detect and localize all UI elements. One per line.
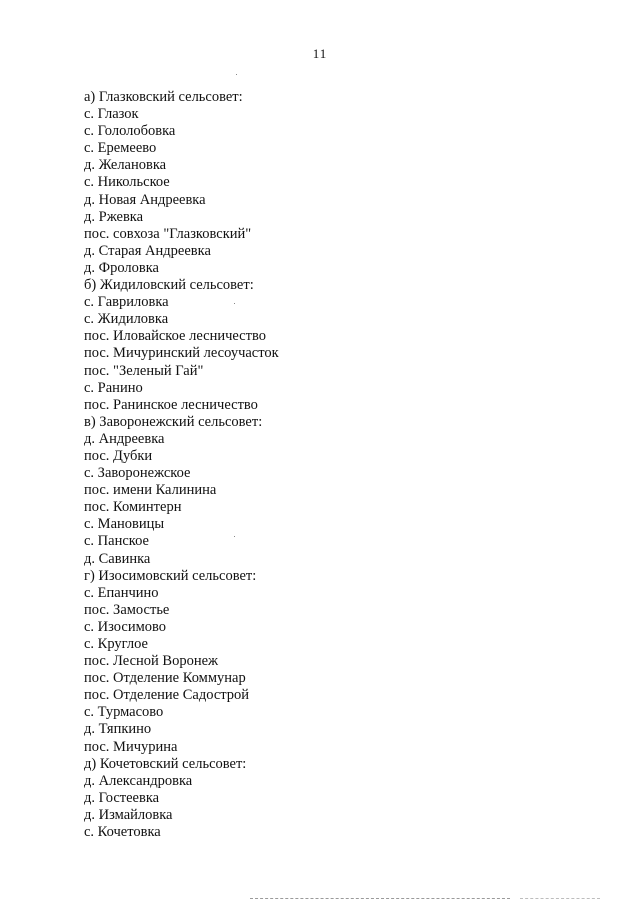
footer-rule [520,898,600,899]
list-item: д. Старая Андреевка [84,242,211,259]
list-item: пос. Ранинское лесничество [84,396,258,413]
list-item: пос. Замостье [84,601,170,618]
list-item: пос. Дубки [84,447,153,464]
list-item: пос. Коминтерн [84,499,182,516]
list-item: пос. Мичурина [84,738,178,755]
footer-rule [250,898,510,899]
section-heading: а) Глазковский сельсовет: [84,89,243,105]
list-item: с. Изосимово [84,618,167,635]
section-heading: б) Жидиловский сельсовет: [84,277,254,294]
list-item: д. Новая Андреевка [84,191,206,208]
list-item: д. Андреевка [84,430,165,447]
list-item: с. Еремеево [84,140,157,157]
list-item: с. Жидиловка [84,311,169,328]
section-heading: д) Кочетовский сельсовет: [84,755,247,772]
list-item: д. Савинка [84,550,151,567]
list-item: с. Никольское [84,174,170,191]
list-item: д. Фроловка [84,259,159,276]
list-item: д. Желановка [84,157,167,174]
list-item: пос. Иловайское лесничество [84,328,266,345]
list-item: д. Измайловка [84,806,173,823]
list-item: с. Ранино [84,379,143,396]
list-item: с. Кочетовка [84,824,161,841]
section-heading: г) Изосимовский сельсовет: [84,567,257,584]
list-item: с. Турмасово [84,704,164,721]
list-item: пос. имени Калинина [84,482,217,499]
settlement-list [84,89,279,841]
scan-speck [234,303,235,304]
list-item: с. Круглое [84,636,148,652]
list-item: с. Гололобовка [84,123,176,140]
list-item: пос. Отделение Садострой [84,687,250,704]
list-item: с. Епанчино [84,584,159,601]
section-heading: в) Заворонежский сельсовет: [84,413,263,430]
list-item: пос. Лесной Воронеж [84,653,219,670]
list-item: пос. Отделение Коммунар [84,670,246,687]
list-item: с. Гавриловка [84,294,169,311]
list-item: с. Глазок [84,106,139,123]
list-item: с. Мановицы [84,516,165,533]
list-item: д. Тяпкино [84,721,152,738]
list-item: пос. "Зеленый Гай" [84,362,204,379]
list-item: пос. Мичуринский лесоучасток [84,345,279,362]
list-item: д. Ржевка [84,208,144,225]
list-item: д. Александровка [84,772,193,789]
scan-speck [236,74,237,75]
list-item: с. Заворонежское [84,465,191,482]
scan-speck [234,536,235,537]
list-item: пос. совхоза "Глазковский" [84,225,252,242]
page-number: 11 [312,46,328,61]
list-item: с. Панское [84,533,149,550]
list-item: д. Гостеевка [84,789,160,806]
